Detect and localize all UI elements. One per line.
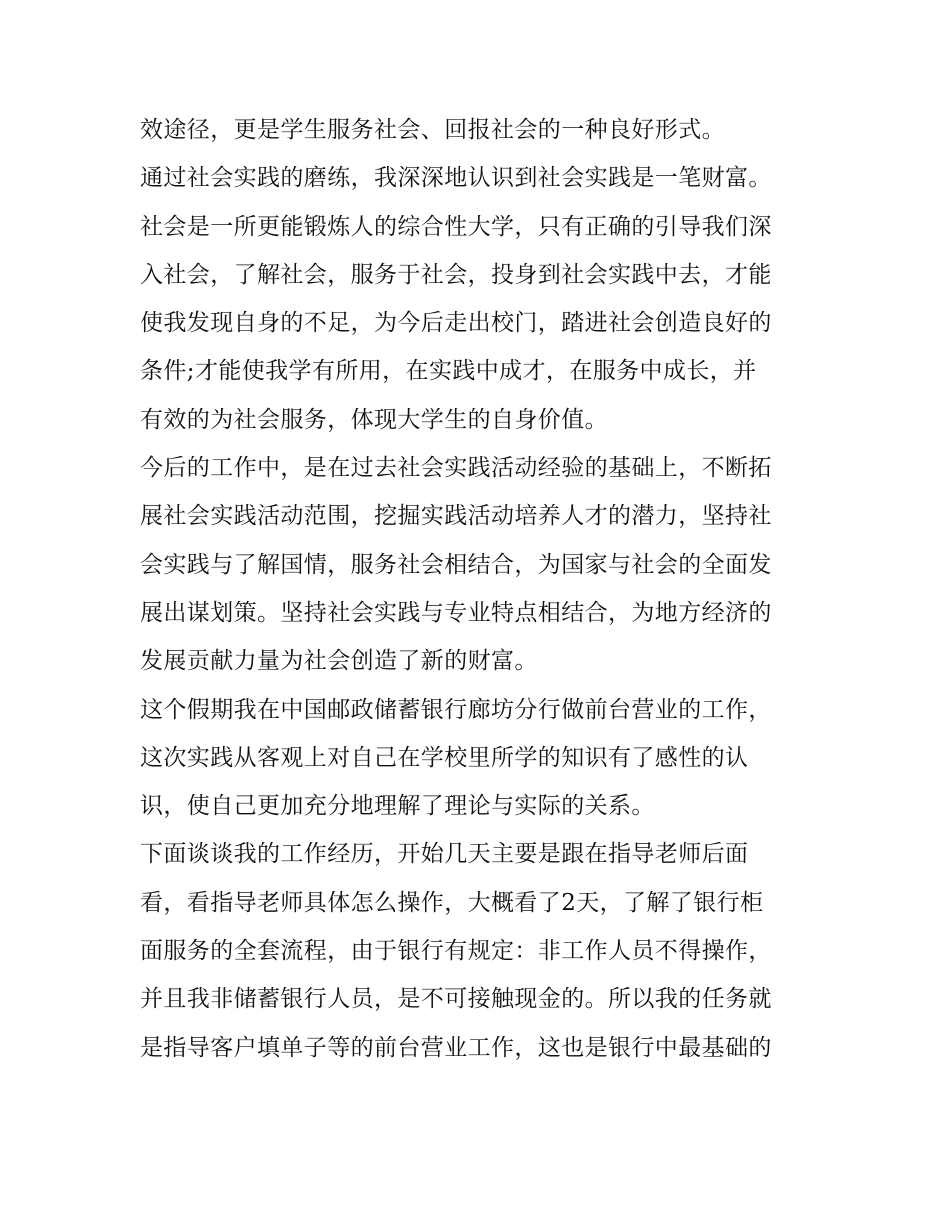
text-line: 条件;才能使我学有所用，在实践中成才，在服务中成长，并 <box>140 358 757 385</box>
text-line: 并且我非储蓄银行人员，是不可接触现金的。所以我的任务就 <box>140 986 772 1013</box>
text-line: 有效的为社会服务，体现大学生的自身价值。 <box>140 406 608 433</box>
text-line: 识，使自己更加充分地理解了理论与实际的关系。 <box>140 793 655 820</box>
text-line: 看，看指导老师具体怎么操作，大概看了2天，了解了银行柜 <box>140 889 764 916</box>
text-line: 下面谈谈我的工作经历，开始几天主要是跟在指导老师后面 <box>140 841 749 868</box>
text-line: 展出谋划策。坚持社会实践与专业特点相结合，为地方经济的 <box>140 599 772 626</box>
text-line: 今后的工作中，是在过去社会实践活动经验的基础上，不断拓 <box>140 455 772 482</box>
text-line: 这次实践从客观上对自己在学校里所学的知识有了感性的认 <box>140 744 749 771</box>
text-line: 通过社会实践的磨练，我深深地认识到社会实践是一笔财富。 <box>140 165 772 192</box>
document-body <box>140 106 830 1072</box>
text-line: 是指导客户填单子等的前台营业工作，这也是银行中最基础的 <box>140 1034 772 1061</box>
text-line: 使我发现自身的不足，为今后走出校门，踏进社会创造良好的 <box>140 310 772 337</box>
text-line: 社会是一所更能锻炼人的综合性大学，只有正确的引导我们深 <box>140 213 772 240</box>
text-line: 展社会实践活动范围，挖掘实践活动培养人才的潜力，坚持社 <box>140 503 772 530</box>
text-line: 入社会，了解社会，服务于社会，投身到社会实践中去，才能 <box>140 261 772 288</box>
text-line: 这个假期我在中国邮政储蓄银行廊坊分行做前台营业的工作， <box>140 696 772 723</box>
text-line: 发展贡献力量为社会创造了新的财富。 <box>140 648 538 675</box>
text-line: 效途径，更是学生服务社会、回报社会的一种良好形式。 <box>140 117 725 143</box>
text-line: 面服务的全套流程，由于银行有规定：非工作人员不得操作， <box>140 938 772 965</box>
text-line: 会实践与了解国情，服务社会相结合，为国家与社会的全面发 <box>140 551 772 578</box>
